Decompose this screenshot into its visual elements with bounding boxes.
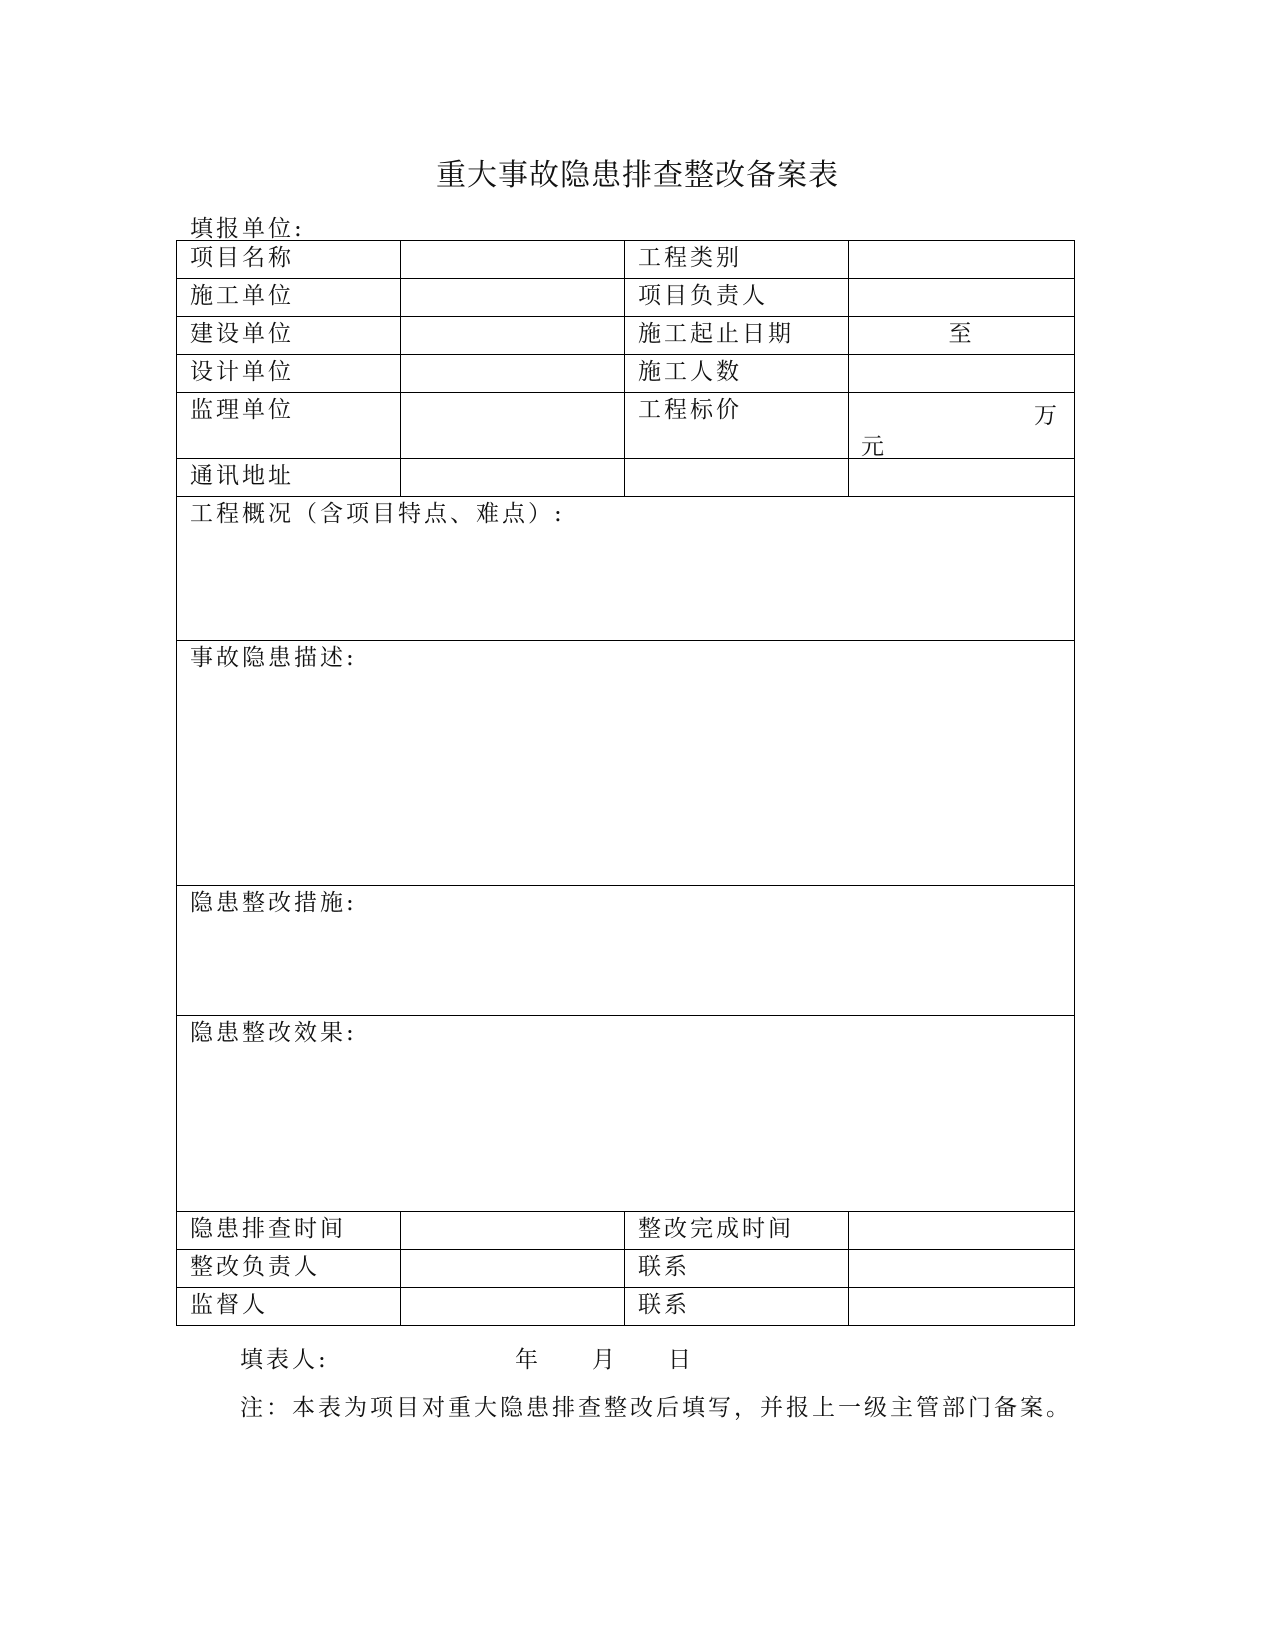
label-inspection-time: 隐患排查时间 — [177, 1212, 401, 1250]
input-worker-count[interactable] — [849, 355, 1075, 393]
label-contact: 联系 — [625, 1250, 849, 1288]
footer-note: 注：本表为项目对重大隐患排查整改后填写，并报上一级主管部门备案。 — [240, 1395, 1072, 1421]
input-contractor[interactable] — [401, 279, 625, 317]
form-row-supervisor — [177, 1288, 1075, 1326]
input-supervisor-unit[interactable] — [401, 393, 625, 459]
form-row-project-overview — [177, 497, 1075, 641]
section-hazard-description[interactable]: 事故隐患描述: — [177, 641, 1075, 886]
label-completion-time: 整改完成时间 — [625, 1212, 849, 1250]
input-contact[interactable] — [849, 1288, 1075, 1326]
input-completion-time[interactable] — [849, 1212, 1075, 1250]
blank-cell — [625, 459, 849, 497]
label-owner: 建设单位 — [177, 317, 401, 355]
date-month-label: 月 — [592, 1347, 615, 1373]
input-project-name[interactable] — [401, 241, 625, 279]
input-designer[interactable] — [401, 355, 625, 393]
form-row-address — [177, 459, 1075, 497]
blank-cell — [849, 459, 1075, 497]
input-project-price[interactable] — [849, 393, 1075, 459]
form-row-hazard-description — [177, 641, 1075, 886]
form-row-owner — [177, 317, 1075, 355]
form-row-contractor — [177, 279, 1075, 317]
input-owner[interactable] — [401, 317, 625, 355]
label-construction-period: 施工起止日期 — [625, 317, 849, 355]
section-project-overview[interactable]: 工程概况（含项目特点、难点）: — [177, 497, 1075, 641]
date-day-label: 日 — [668, 1347, 691, 1373]
price-unit-wan: 万 — [1034, 403, 1060, 429]
label-designer: 设计单位 — [177, 355, 401, 393]
record-form-table — [176, 240, 1075, 1326]
input-project-manager[interactable] — [849, 279, 1075, 317]
form-row-rectification-effect — [177, 1016, 1075, 1212]
input-rectification-owner[interactable] — [401, 1250, 625, 1288]
form-row-inspection-time — [177, 1212, 1075, 1250]
input-project-category[interactable] — [849, 241, 1075, 279]
label-contractor: 施工单位 — [177, 279, 401, 317]
fill-unit-label: 填报单位: — [190, 216, 305, 242]
input-address[interactable] — [401, 459, 625, 497]
input-contact[interactable] — [849, 1250, 1075, 1288]
date-year-label: 年 — [515, 1347, 538, 1373]
input-supervisor[interactable] — [401, 1288, 625, 1326]
form-row-supervisor-unit — [177, 393, 1075, 459]
section-rectification-effect[interactable]: 隐患整改效果: — [177, 1016, 1075, 1212]
label-worker-count: 施工人数 — [625, 355, 849, 393]
input-construction-period[interactable]: 至 — [849, 317, 1075, 355]
form-row-project-name — [177, 241, 1075, 279]
document-title: 重大事故隐患排查整改备案表 — [436, 158, 839, 193]
label-project-name: 项目名称 — [177, 241, 401, 279]
price-unit-yuan: 元 — [861, 434, 887, 459]
form-row-designer — [177, 355, 1075, 393]
label-supervisor: 监督人 — [177, 1288, 401, 1326]
label-project-price: 工程标价 — [625, 393, 849, 459]
label-address: 通讯地址 — [177, 459, 401, 497]
label-supervisor-unit: 监理单位 — [177, 393, 401, 459]
section-rectification-measures[interactable]: 隐患整改措施: — [177, 886, 1075, 1016]
input-inspection-time[interactable] — [401, 1212, 625, 1250]
label-project-manager: 项目负责人 — [625, 279, 849, 317]
label-project-category: 工程类别 — [625, 241, 849, 279]
label-rectification-owner: 整改负责人 — [177, 1250, 401, 1288]
form-row-rectification-measures — [177, 886, 1075, 1016]
filler-label: 填表人: — [240, 1347, 329, 1373]
label-contact: 联系 — [625, 1288, 849, 1326]
form-row-rectification-owner — [177, 1250, 1075, 1288]
